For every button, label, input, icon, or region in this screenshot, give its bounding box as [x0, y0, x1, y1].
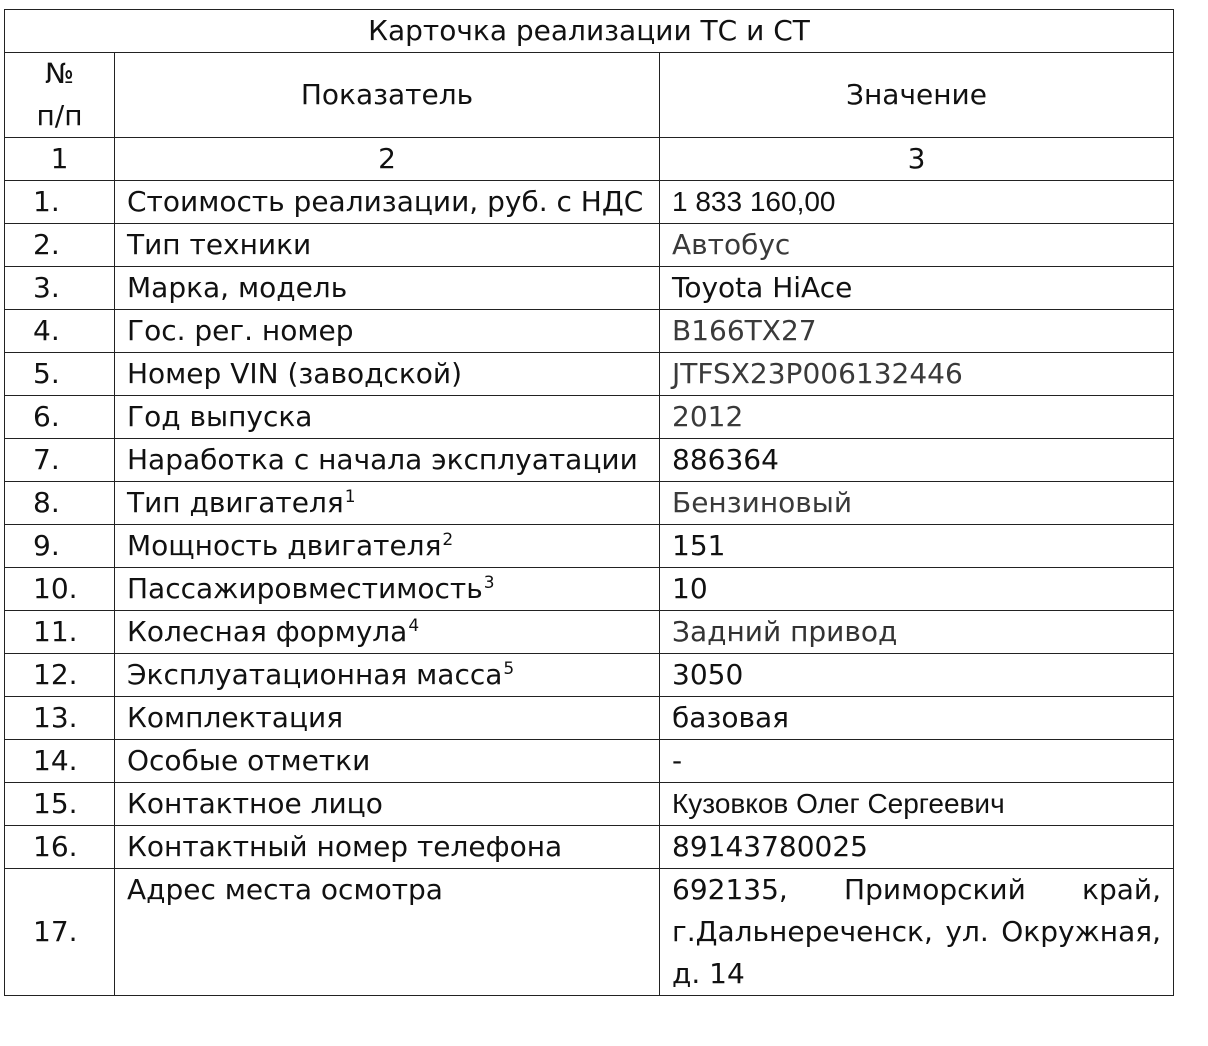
row-indicator: Номер VIN (заводской) [115, 353, 660, 396]
row-value: В166ТХ27 [660, 310, 1174, 353]
row-indicator: Особые отметки [115, 740, 660, 783]
row-indicator: Колесная формула [127, 615, 408, 648]
row-indicator: Контактное лицо [115, 783, 660, 826]
row-number: 12. [5, 654, 115, 697]
footnote-marker: 5 [503, 659, 515, 679]
row-indicator: Комплектация [115, 697, 660, 740]
row-indicator: Эксплуатационная масса [127, 658, 503, 691]
table-row [5, 568, 1174, 611]
column-number-row [5, 138, 1174, 181]
table-row [5, 783, 1174, 826]
row-value: Кузовков Олег Сергеевич [660, 783, 1174, 826]
row-number: 9. [5, 525, 115, 568]
row-value: 1 833 160,00 [660, 181, 1174, 224]
row-value: 10 [660, 568, 1174, 611]
header-indicator: Показатель [115, 53, 660, 138]
row-indicator: Контактный номер телефона [115, 826, 660, 869]
row-indicator: Тип двигателя [127, 486, 344, 519]
table-row [5, 869, 1174, 996]
row-indicator: Адрес места осмотра [115, 869, 660, 996]
footnote-marker: 1 [344, 487, 356, 507]
row-number: 4. [5, 310, 115, 353]
column-number-3: 3 [660, 138, 1174, 181]
row-number: 7. [5, 439, 115, 482]
table-row [5, 181, 1174, 224]
row-value: Toyota HiAce [660, 267, 1174, 310]
table-row [5, 439, 1174, 482]
row-number: 17. [5, 869, 115, 996]
header-number-line1: № [44, 57, 75, 90]
table-row [5, 525, 1174, 568]
row-number: 13. [5, 697, 115, 740]
table-row [5, 740, 1174, 783]
row-value: 3050 [660, 654, 1174, 697]
row-value: базовая [660, 697, 1174, 740]
row-indicator: Марка, модель [115, 267, 660, 310]
table-row [5, 611, 1174, 654]
row-value: Бензиновый [660, 482, 1174, 525]
row-number: 3. [5, 267, 115, 310]
row-number: 16. [5, 826, 115, 869]
realization-card-table [4, 9, 1174, 996]
row-number: 5. [5, 353, 115, 396]
row-value: - [660, 740, 1174, 783]
footnote-marker: 4 [408, 616, 420, 636]
column-number-2: 2 [115, 138, 660, 181]
header-row [5, 53, 1174, 138]
table-row [5, 482, 1174, 525]
row-number: 14. [5, 740, 115, 783]
table-row [5, 310, 1174, 353]
header-number-cell [5, 53, 115, 138]
row-indicator: Гос. рег. номер [115, 310, 660, 353]
table-row [5, 826, 1174, 869]
row-number: 1. [5, 181, 115, 224]
footnote-marker: 3 [483, 573, 495, 593]
table-row [5, 396, 1174, 439]
table-row [5, 267, 1174, 310]
header-value: Значение [660, 53, 1174, 138]
row-value: 89143780025 [660, 826, 1174, 869]
row-indicator: Стоимость реализации, руб. с НДС [115, 181, 660, 224]
header-number-line2: п/п [36, 99, 83, 132]
footnote-marker: 2 [442, 530, 454, 550]
column-number-1: 1 [5, 138, 115, 181]
row-indicator: Пассажировместимость [127, 572, 483, 605]
card-title: Карточка реализации ТС и СТ [5, 10, 1174, 53]
row-value: 692135, Приморский край, г.Дальнереченск, ул. Окружная, д. 14 [660, 869, 1174, 996]
row-value: 151 [660, 525, 1174, 568]
row-indicator: Тип техники [115, 224, 660, 267]
row-value: Задний привод [660, 611, 1174, 654]
row-indicator-cell [115, 654, 660, 697]
row-number: 10. [5, 568, 115, 611]
row-indicator: Наработка с начала эксплуатации [115, 439, 660, 482]
row-indicator-cell [115, 611, 660, 654]
row-number: 11. [5, 611, 115, 654]
title-row [5, 10, 1174, 53]
table-row [5, 654, 1174, 697]
row-value: JTFSX23P006132446 [660, 353, 1174, 396]
row-number: 6. [5, 396, 115, 439]
row-indicator: Год выпуска [115, 396, 660, 439]
row-indicator-cell [115, 568, 660, 611]
row-value: Автобус [660, 224, 1174, 267]
row-indicator: Мощность двигателя [127, 529, 442, 562]
table-row [5, 353, 1174, 396]
row-value: 2012 [660, 396, 1174, 439]
row-number: 2. [5, 224, 115, 267]
row-value: 886364 [660, 439, 1174, 482]
row-indicator-cell [115, 525, 660, 568]
row-number: 15. [5, 783, 115, 826]
table-row [5, 697, 1174, 740]
row-number: 8. [5, 482, 115, 525]
table-row [5, 224, 1174, 267]
row-indicator-cell [115, 482, 660, 525]
